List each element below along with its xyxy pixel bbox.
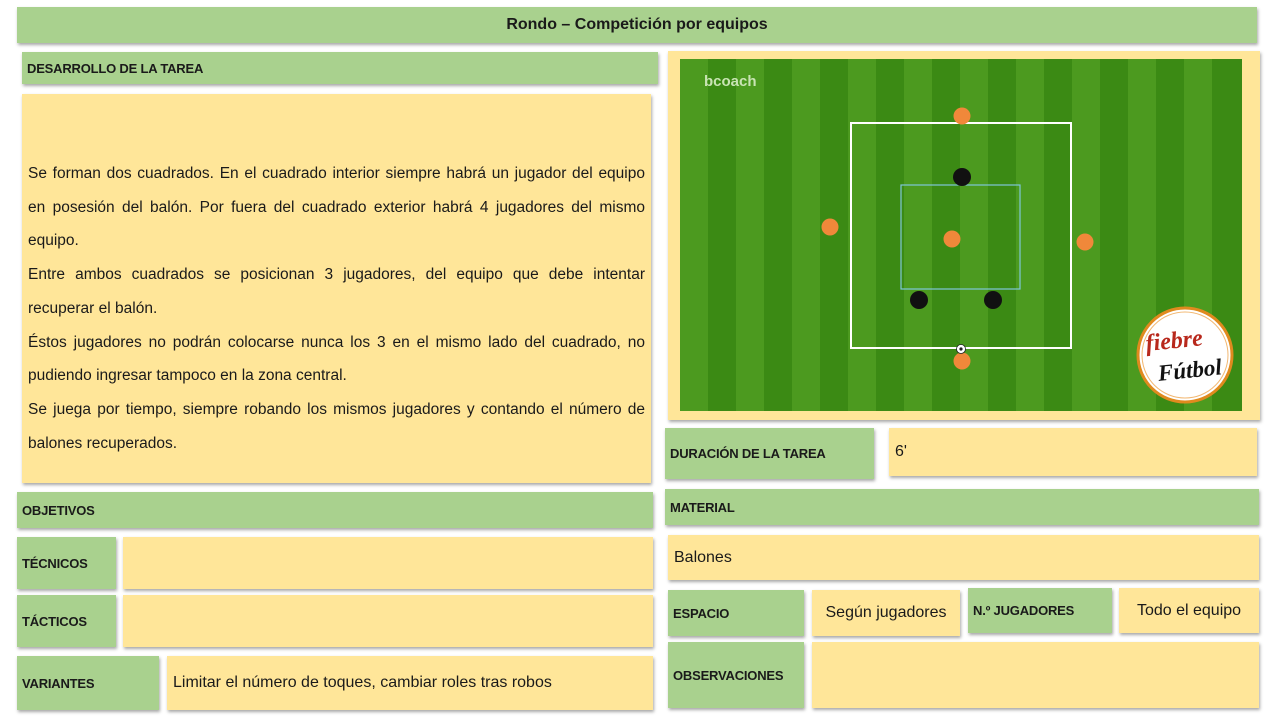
description-paragraph: Se juega por tiempo, siempre robando los mismos jugadores y contando el número de balones recuperados. — [28, 400, 645, 452]
description-paragraph: Entre ambos cuadrados se posicionan 3 jugadores, del equipo que debe intentar recuperar el balón. — [28, 266, 645, 317]
objectives-label-box — [17, 492, 653, 528]
tactical-label: TÁCTICOS — [22, 613, 87, 629]
variants-label-box — [17, 656, 159, 710]
player-orange — [1077, 234, 1094, 251]
duration-label: DURACIÓN DE LA TAREA — [670, 446, 826, 461]
duration-label-box — [665, 428, 874, 479]
space-label: ESPACIO — [673, 605, 730, 621]
bcoach-watermark: bcoach — [704, 73, 757, 90]
player-orange — [944, 231, 961, 248]
player-black — [984, 291, 1002, 309]
technical-label: TÉCNICOS — [22, 555, 88, 571]
fiebre-futbol-logo — [1136, 306, 1234, 404]
space-label-box — [668, 590, 804, 636]
ball-icon — [957, 345, 966, 354]
task-description-box — [22, 94, 651, 483]
description-paragraph: Se forman dos cuadrados. En el cuadrado interior siempre habrá un jugador del equipo en posesión del balón. Por fuera del cuadrado exterior habrá 4 jugadores del mismo equipo. — [28, 165, 645, 250]
player-black — [953, 168, 971, 186]
player-black — [910, 291, 928, 309]
description-paragraph: Éstos jugadores no podrán colocarse nunca los 3 en el mismo lado del cuadrado, no pudiendo ingresar tampoco en la zona central. — [28, 333, 645, 385]
material-label: MATERIAL — [670, 499, 735, 515]
observations-label: OBSERVACIONES — [673, 667, 784, 683]
player-orange — [954, 353, 971, 370]
players-value-box — [1119, 588, 1259, 633]
duration-value: 6' — [895, 443, 907, 460]
space-value-box — [812, 590, 960, 636]
material-value: Balones — [674, 548, 732, 566]
development-label-box — [22, 52, 658, 84]
players-label: N.º JUGADORES — [973, 603, 1075, 618]
observations-value-box — [812, 642, 1259, 708]
tactical-value-box — [123, 595, 653, 647]
observations-label-box — [668, 642, 804, 708]
page-title: Rondo – Competición por equipos — [506, 16, 768, 33]
material-value-box — [668, 535, 1259, 580]
svg-text:fiebre: fiebre — [1144, 325, 1204, 358]
svg-text:Fútbol: Fútbol — [1156, 354, 1223, 386]
development-label: DESARROLLO DE LA TAREA — [27, 60, 204, 76]
objectives-label: OBJETIVOS — [22, 502, 95, 518]
duration-value-box — [889, 428, 1257, 476]
technical-value-box — [123, 537, 653, 589]
variants-value: Limitar el número de toques, cambiar roles tras robos — [173, 674, 552, 691]
variants-value-box — [167, 656, 653, 710]
player-orange — [822, 219, 839, 236]
player-orange — [954, 108, 971, 125]
tactical-label-box — [17, 595, 116, 647]
players-value: Todo el equipo — [1136, 601, 1242, 619]
variants-label: VARIANTES — [22, 675, 95, 691]
page-title-bar — [17, 7, 1257, 43]
space-value: Según jugadores — [825, 604, 947, 621]
material-label-box — [665, 489, 1259, 525]
players-label-box — [968, 588, 1112, 633]
technical-label-box — [17, 537, 116, 589]
